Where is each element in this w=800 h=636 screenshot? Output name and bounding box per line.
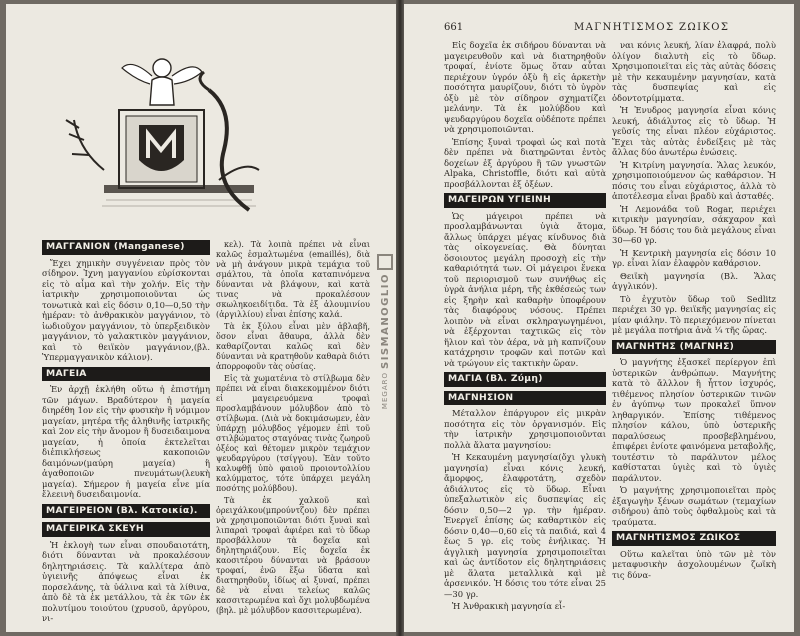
library-stamp: [374, 254, 396, 454]
right-page: [404, 4, 794, 632]
paragraph: Ἔχει χημικὴν συγγένειαν πρὸς τὸν σίδηρον. Ἰχνη μαγγανίου εὑρίσκονται εἰς τὸ αἷμα καὶ τὴν χολήν. Εἰς τὴν ἰατρικὴν χρησιμοποιοῦνται ὡς τονωτικὰ καὶ εἰς δόσιν 0,10—0,50 τὴν ἡμέραν: τὸ ἀνθρακικὸν μαγγάνιον, τὸ ἰωδιοῦχον μαγγάνιον, τὸ ὑπερξειδικὸν μαγγάνιον, τὸ γαλακτικὸν μαγγάνιον, καὶ τὸ θειϊκὸν μαγγάνιον,(βλ. Ὑπερμαγγανικὸν κάλιον).: [42, 257, 210, 362]
heading-magnitismos-zoikos: ΜΑΓΝΗΤΙΣΜΟΣ ΖΩΙΚΟΣ: [612, 531, 776, 546]
paragraph: Τὰ ἐκ ξύλου εἶναι μὲν ἀβλαβῆ, ὅσον εἶναι ἄθαυρα, ἀλλὰ δὲν καθαρίζονται καλῶς καὶ δὲν δύνανται νὰ κρατηθοῦν καθαρὰ διότι ἀπορροφοῦν τὰς οὐσίας.: [216, 322, 370, 371]
left-column-1: [42, 236, 210, 626]
paragraph: Ἡ Κεντρικὴ μαγνησία εἰς δόσιν 10 γρ. εἶναι λίαν ἐλαφρὸν καθάρσιον.: [612, 247, 776, 268]
heading-magnision: ΜΑΓΝΗΣΙΟΝ: [444, 391, 606, 406]
paragraph: Ἐν ἀρχῇ ἐκλήθη οὕτω ἡ ἐπιστήμη τῶν μάγων. Βραδύτερον ἡ μαγεία διηρέθη 1ον εἰς τὴν φυσικὴν ἢ νόμιμον μαγείαν, μητέρα τῆς ἀληθινῆς ἰατρικῆς καὶ 2ον εἰς τὴν ἄνομον ἢ δυσειδαιμονα μαγείαν, ἡ ὁποία ἐκτελεῖται διἐπικλήσεως κακοποιῶν δαιμόνων(μαύρη μαγεία) ἢ ἀγαθοποιῶν πνευμάτων(λευκὴ μαγεία). Σήμερον ἡ μαγεία εἶνε μία ἔλεεινὴ δυσειδαιμονία.: [42, 384, 210, 499]
heading-mageireion: ΜΑΓΕΙΡΕΙΟΝ (Βλ. Κατοικία).: [42, 504, 210, 519]
heading-mageia: ΜΑΓΕΙΑ: [42, 367, 210, 382]
paragraph: ναι κόνις λευκή, λίαν ἐλαφρά, πολὺ ὀλίγον διαλυτὴ εἰς τὸ ὕδωρ. Χρησιμοποιεῖται εἰς τὰς αὐτὰς δόσεις μὲ τὴν κεκαυμένην μαγνησίαν, κατὰ τὰς δυσπεψίας καὶ εἰς ὀδοντοτρίμματα.: [612, 40, 776, 103]
left-column-2: [216, 240, 370, 618]
stamp-square-icon: [377, 254, 393, 270]
paragraph: Τὸ ἐγχυτὸν ὕδωρ τοῦ Sedlitz περιέχει 30 γρ. θειϊκῆς μαγνησίας εἰς μίαν φιάλην. Τὸ περιεχόμενον πίνεται μὲ μεγάλα ποτήρια ἀνὰ ¼ τῆς ὥρας.: [612, 293, 776, 335]
page-number: 661: [444, 22, 464, 33]
cherub-monogram-illustration: [44, 10, 274, 230]
right-column-1: [444, 40, 606, 614]
paragraph: Ὁ μαγνήτης χρησιμοποιεῖται πρὸς ἐξαγωγὴν ξένων σωμάτων (τεμαχίων σιδήρου) ἀπὸ τοὺς ὀφθαλμοὺς καὶ τὰ τραύματα.: [612, 485, 776, 527]
stamp-text: SISMANOGLIO: [379, 273, 391, 369]
paragraph: Θειϊκὴ μαγνησία (Βλ. Ἅλας ἀγγλικόν).: [612, 270, 776, 291]
left-page: [6, 4, 396, 632]
paragraph: Εἰς τὰ χωματένια τὸ στίλβωμα δὲν πρέπει νὰ εἶναι διακεκομμένον διότι εἰ μαγειρευόμενα τροφαὶ προσλαμβάνουν μόλυβδον ἀπὸ τὸ στίλβωμα. (Διὰ νὰ δοκιμάσωμεν, ἐὰν ὑπάρχῃ μόλυβδος γέμομεν ἐπὶ τοῦ στιλβώματος σταγόνας τινὰς ζωηροῦ ὀξέος καὶ θέτομεν μικρὸν τεμάχιον ψευδαργύρου (τσίγγου). Ἐὰν τοῦτο καλυφθῇ ὑπὸ φαιοῦ προιοντολλίου καλύμματος, τότε ὑπάρχει μεγάλη ποσότης μολύβδου).: [216, 374, 370, 493]
running-head: ΜΑΓΝΗΤΙΣΜΟΣ ΖΩΙΚΟΣ: [574, 22, 730, 33]
book-gutter: [396, 0, 404, 636]
heading-magnitis: ΜΑΓΝΗΤΗΣ (ΜΑΓΝΗΣ): [612, 340, 776, 355]
paragraph: Ἡ Λεμονάδα τοῦ Rogar, περιέχει κιτρικὴν μαγνησίαν, σάκχαρον καὶ ὕδωρ. Ἡ δόσις του διὰ μεγάλους εἶναι 30—60 γρ.: [612, 203, 776, 245]
paragraph: Τὰ ἐκ χαλκοῦ καὶ ὀρειχάλκου(μπρούντζου) δὲν πρέπει νὰ χρησιμοποιῶνται διότι ξυναὶ καὶ λιπαραὶ τροφαὶ ἀφιέρει καὶ τὸ ὕδωρ προσβάλλουν τὰ δοχεῖα καὶ δηλητηριάζουν. Εἰς δοχεῖα ἐκ καοσιτέρου δύνανται νὰ βράσουν τροφαί, ἐνῶ ἔξω ὕδατα καὶ διατηρηθοῦν, ἰδίως αἱ ξυναί, πρέπει δὲ νὰ εἶναι τελείως καλῶς κασσιτερωμένα καὶ ὄχι μολυβδωμένα (βηλ. μὲ μόλυβδον κασσιτερωμένα).: [216, 496, 370, 615]
paragraph: Ἡ ἐκλογὴ των εἶναι σπουδαιοτάτη, διότι δύνανται νὰ προκαλέσουν δηλητηριάσεις. Τὰ καλλίτερα ἀπὸ ὑγιεινῆς ἀπόψεως εἶναι ἐκ πορσελάνης, τὰ ὑάλινα καὶ τὰ λίθινα, ἀπὸ δὲ τὰ ἐκ μετάλλου, τὰ ἐκ τῶν ἐκ πολυτίμου τοιούτου (χρυσοῦ, ἀργύρου, νι-: [42, 539, 210, 623]
paragraph: Ὁ μαγνήτης ἐξασκεῖ περίεργον ἐπὶ ὑστερικῶν ἀνθρώπων. Μαγνήτης κατὰ τὸ ἄλλλον ἢ ἧττον ἰσχυρός, τιθέμενος πλησίον ὑστερικῶν τινῶν ἐν ἀγύπνῳ των προκαλεῖ ὕπνον ληθαργικόν. Ἐπίσης τιθέμενος πλησίον κάλου, ὑπὸ ὑστερικῆς παραλύσεως προσβεβλημένου, ἐπιφέρει ἐνίοτε φαινόμενα μεταβολῆς, τουτέστιν τὸ παράλυτον μέλος καθίσταται ὑγιὲς καὶ τὸ ὑγιὲς παράλυτον.: [612, 357, 776, 483]
heading-mageiron-ygieini: ΜΑΓΕΙΡΩΝ ΥΓΙΕΙΝΗ: [444, 193, 606, 208]
paragraph: Ἡ Κιτρίνη μαγνησία. Ἅλας λευκόν, χρησιμοποιούμενον ὡς καθάρσιον. Ἡ πόσις του εἶναι εὐχάριστος, ἀλλὰ τὸ ἀποτέλεσμα εἶναι βραδὺ καὶ ἀσταθές.: [612, 159, 776, 201]
paragraph: Ἡ Ἐνυδρος μαγνησία εἶναι κόνις λευκή, ἀδιάλυτος εἰς τὸ ὕδωρ. Ἡ γεῦσίς της εἶναι πλέον εὐχάριστος. Ἔχει τὰς αὐτὰς ἐνδείξεις μὲ τὰς ἄλλας δύο ἀνωτέρω ἑνώσεις.: [612, 105, 776, 157]
paragraph: Ὡς μάγειροι πρέπει νὰ προσλαμβάνωνται ὑγιὰ ἄτομα, ἄλλως ὑπάρχει μέγας κίνδυνος διὰ τὰς οἰκογενείας. Θὰ δύνηται ὅσοιουτος μεγάλη προσοχὴ εἰς τὴν καθαριότητά των. Οἱ μάγειροι ἕνεκα τοῦ περιορισμοῦ των συνήθως εἰς ὑγρὰ ἀνήλια μέρη, τῆς ἐκθέσεώς των εἰς ξηρὴν καὶ καθαρὴν ὑποφέρουν τὰς διαφόρους νόσους. Πρέπει λοιπὸν νὰ εἶναι σκληραγωγημένοι, νὰ ἐξέρχονται ταχτικῶς εἰς τὸν ἥλιον καὶ τὸν ἀέρα, νὰ μὴ καπνίζουν κατάχρησιν τροφῶν καὶ ποτῶν καὶ νὰ τρώγουν εἰς τακτικὴν ὥραν.: [444, 210, 606, 368]
paragraph: Ἡ Ἀνθρακικὴ μαγνησία εἶ-: [452, 601, 566, 611]
heading-manganio: ΜΑΓΓΑΝΙΟΝ (Manganese): [42, 240, 210, 255]
paragraph: Εἰς δοχεῖα ἐκ σιδήρου δύνανται νὰ μαγειρευθοῦν καὶ νὰ διατηρηθοῦν τροφαί, ἐνίοτε ὅμως ὅταν αὗται περιέχουν ὑγρόν ὀξὺ ἢ εἰς ἀρκετὴν ποσότητα μαυρίζουν, διότι τὸ ὑγρὸν ὀξὺ μὲ τὸν σίδηρον σχηματίζει μελάνην. Τὰ ἐκ μολύβδου καὶ ψευδαργύρου δοχεῖα οὐδέποτε πρέπει νὰ χρησιμοποιῶνται.: [444, 40, 606, 134]
heading-magia: ΜΑΓΙΑ (Βλ. Ζύμη): [444, 372, 606, 387]
paragraph: Ἐπίσης ξυναὶ τροφαὶ ὡς καὶ ποτὰ δὲν πρέπει νὰ διατηρῶνται ἐντὸς δοχείων ἐξ ἀργύρου ἢ τῶν γνωστῶν Alpaka, Christoffle, διότι καὶ αὐτὰ προσβάλλονται ἐξ ὀξέων.: [444, 136, 606, 189]
paragraph: Ἡ Κεκαυμένη μαγνησία(ὄχι γλυκὴ μαγνησία) εἶναι κόνις λευκή, ἄμορφος, ἐλαφροτάτη, σχεδὸν ἀδιάλυτος εἰς τὸ ὕδωρ. Εἶναι ὑπεξαλωτικὸν εἰς δυσπεψίας εἰς δόσιν 0,50—2 γρ. τὴν ἡμέραν. Ἐνεργεῖ ἐπίσης ὡς καθαρτικὸν εἰς δόσιν 0,40—0,60 εἰς τὰ παιδιά, καὶ 4 ἕως 5 γρ. εἰς τοὺς ἐνήλικας. Ἡ ἀγγλικὴ μαγνησία χρησιμοποιεῖται καὶ ὡς ἀντίδοτον εἰς δηλητηριάσεις μὲ ἅλατα μεταλλικὰ καὶ μὲ ἀρσενικόν. Ἡ δόσις του τότε εἶναι 25—30 γρ.: [444, 452, 606, 599]
paragraph: κελ). Τὰ λοιπὰ πρέπει νὰ εἶναι καλῶς ἐσμαλτωμένα (emaillés), διὰ νὰ μὴ ἀνάγουν μικρὰ τεμάχια τοῦ σμάλτου, τὰ ὁποῖα καταπινόμενα δύνανται νὰ βλάψουν, καὶ κατὰ τινας νὰ προκαλέσουν σκωληκοειδίτιδα. Τὰ ἐξ ἀλουμινίου (ἀργιλλίου) εἶναι ἐπίσης καλά.: [216, 240, 370, 319]
heading-mageirika-skevi: ΜΑΓΕΙΡΙΚΑ ΣΚΕΥΗ: [42, 522, 210, 537]
right-column-2: [612, 40, 776, 582]
stamp-subtext: MEGARO: [381, 372, 389, 410]
paragraph: Οὕτω καλεῖται ὑπὸ τῶν μὲ τὸν μεταφυσικὴν ἀσχολουμένων ζωϊκὴ τις δύνα-: [612, 548, 776, 580]
paragraph: Μέταλλον ἐπάργυρον εἰς μικρὰν ποσότητα εἰς τὸν ὀργανισμόν. Εἰς τὴν ἰατρικὴν χρησιμοποιοῦνται πολλὰ ἅλατα μαγνησίου:: [444, 408, 606, 450]
